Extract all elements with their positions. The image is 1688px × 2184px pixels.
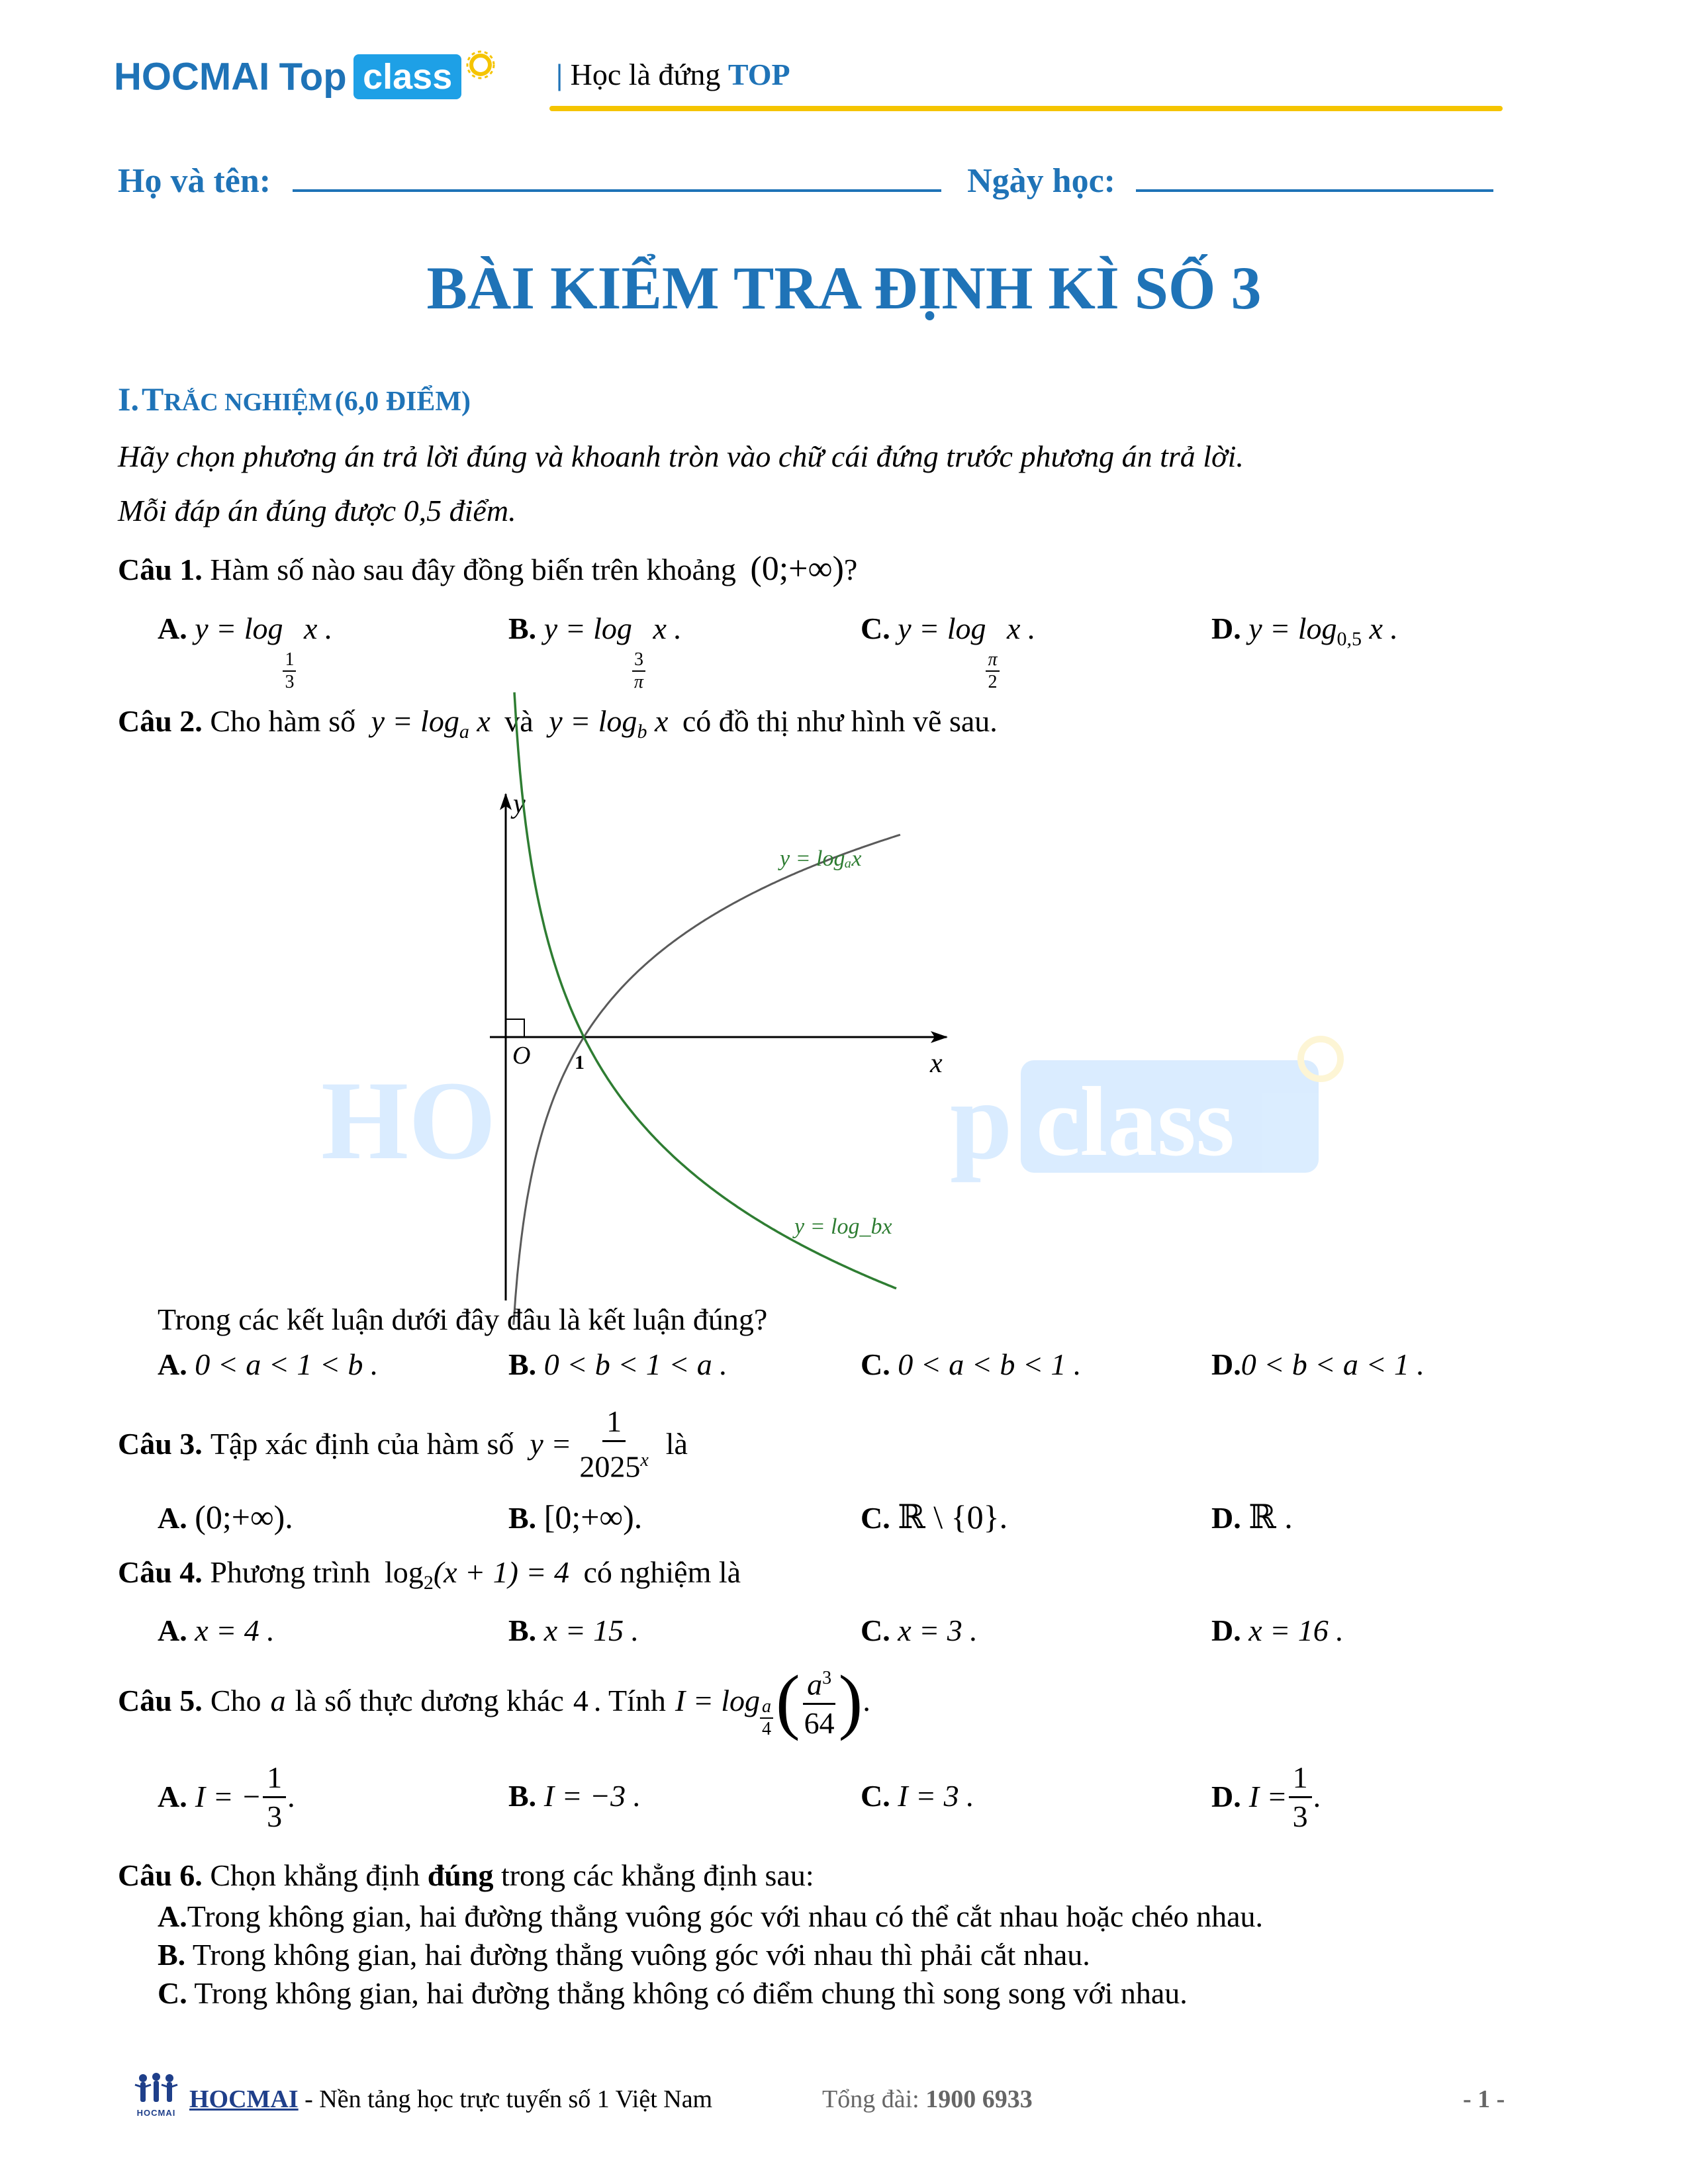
base-num: 1 xyxy=(283,649,296,672)
option-text: 0 < a < 1 < b . xyxy=(195,1347,379,1381)
arg-x: x xyxy=(654,704,669,738)
fraction xyxy=(575,1403,652,1485)
instruction-2: Mỗi đáp án đúng được 0,5 điểm. xyxy=(118,494,516,527)
formula-lhs: y = xyxy=(530,1427,572,1461)
section-title-tail: RẮC NGHIỆM xyxy=(164,388,332,416)
q3-option-c[interactable] xyxy=(861,1497,1008,1538)
brand-top: Top xyxy=(279,55,347,99)
formula-b: y = log xyxy=(549,704,637,738)
question-3 xyxy=(118,1403,688,1485)
fraction-den: 64 xyxy=(804,1706,835,1741)
option-label: B. xyxy=(508,1347,537,1381)
slogan xyxy=(556,57,790,92)
log-base: 0,5 xyxy=(1336,628,1362,651)
section-roman: I. xyxy=(118,381,139,418)
option-formula: y = log xyxy=(195,612,283,645)
paren-open: ( xyxy=(776,1661,800,1741)
question-text-mid: là số thực dương khác xyxy=(295,1684,564,1717)
q2-conclusion: Trong các kết luận dưới đây đâu là kết luận đúng? xyxy=(158,1302,768,1336)
fraction-num: 1 xyxy=(1289,1759,1312,1798)
name-field[interactable] xyxy=(293,158,941,192)
date-label: Ngày học: xyxy=(967,162,1115,200)
sun-icon xyxy=(466,50,495,79)
q4-option-b[interactable] xyxy=(508,1611,639,1651)
base-b: b xyxy=(637,721,647,743)
brand-hocmai: HOCMAI xyxy=(114,55,270,99)
option-label: D. xyxy=(1211,612,1241,645)
option-text: Trong không gian, hai đường thẳng vuông góc với nhau thì phải cắt nhau. xyxy=(192,1938,1090,1972)
question-text: Phương trình xyxy=(210,1555,371,1589)
option-arg: x . xyxy=(303,612,333,645)
origin-marker xyxy=(506,1019,524,1037)
fraction-num xyxy=(803,1660,835,1705)
option-label: C. xyxy=(861,612,890,645)
section-score: (6,0 ĐIỂM) xyxy=(334,387,471,417)
q5-option-d[interactable] xyxy=(1211,1754,1321,1840)
question-5 xyxy=(118,1655,870,1747)
question-text-post: có đồ thị như hình vẽ sau. xyxy=(682,704,998,738)
option-text: x = 4 . xyxy=(195,1614,275,1647)
log-base xyxy=(760,1696,773,1740)
question-mark: ? xyxy=(843,553,858,586)
fraction-num: 1 xyxy=(602,1403,626,1442)
question-label: Câu 6. xyxy=(118,1858,203,1892)
fraction xyxy=(263,1759,286,1835)
section-title-head: T xyxy=(141,381,164,418)
curve-log-b xyxy=(514,692,896,1289)
equation-rest: (x + 1) = 4 xyxy=(433,1555,569,1589)
option-text: I = −3 . xyxy=(543,1779,641,1813)
base-den: 4 xyxy=(762,1719,772,1739)
option-text: [0;+∞). xyxy=(543,1498,643,1535)
option-label: D. xyxy=(1211,1347,1241,1381)
option-formula: y = log xyxy=(1248,612,1337,645)
date-field[interactable] xyxy=(1136,158,1493,192)
base-den: 2 xyxy=(988,672,998,692)
arg-exponent: 3 xyxy=(822,1667,832,1688)
option-text: 0 < b < 1 < a . xyxy=(543,1347,727,1381)
footer-brand-link[interactable]: HOCMAI xyxy=(189,2085,299,2113)
q5-option-c[interactable] xyxy=(861,1776,974,1816)
q3-option-a[interactable] xyxy=(158,1497,293,1538)
q2-option-c[interactable] xyxy=(861,1345,1081,1385)
equation-base: 2 xyxy=(423,1572,434,1594)
option-label: D. xyxy=(1211,1501,1241,1535)
q3-option-b[interactable] xyxy=(508,1497,642,1538)
question-6 xyxy=(118,1856,814,1895)
watermark-right: p xyxy=(950,1058,1013,1183)
origin-label: O xyxy=(512,1042,531,1069)
den-exponent: x xyxy=(640,1449,649,1471)
question-text: Hàm số nào sau đây đồng biến trên khoảng xyxy=(210,553,736,586)
option-text: I = 3 . xyxy=(898,1779,974,1813)
page-number: - 1 - xyxy=(1463,2085,1505,2113)
footer-text xyxy=(189,2085,712,2114)
question-2 xyxy=(118,702,998,752)
option-label: A. xyxy=(158,1501,187,1535)
hocmai-people-icon xyxy=(130,2073,183,2105)
watermark-class: class xyxy=(1036,1067,1235,1177)
question-text: Cho hàm số xyxy=(210,704,356,738)
log-base xyxy=(283,649,296,693)
question-label: Câu 5. xyxy=(118,1684,203,1717)
curve-a-label: y = logₐx xyxy=(780,846,862,871)
q1-option-b[interactable] xyxy=(508,609,682,693)
q1-option-d[interactable] xyxy=(1211,609,1398,659)
question-label: Câu 1. xyxy=(118,553,203,586)
option-label: B. xyxy=(508,612,537,645)
curve-b-label: y = log_bx xyxy=(794,1214,892,1239)
option-label: A. xyxy=(158,612,187,645)
fraction-den xyxy=(575,1442,652,1485)
option-formula: I = − xyxy=(195,1780,262,1813)
end-dot: . xyxy=(1313,1780,1321,1813)
option-label: C. xyxy=(861,1501,890,1535)
question-text-tinh: . Tính xyxy=(593,1684,666,1717)
q1-option-c[interactable] xyxy=(861,609,1035,693)
question-text: Cho xyxy=(210,1684,261,1717)
base-den: π xyxy=(633,672,643,692)
formula-lhs: I = log xyxy=(675,1684,761,1717)
option-formula: y = log xyxy=(898,612,986,645)
q4-option-a[interactable] xyxy=(158,1611,275,1651)
question-text: Chọn khẳng định xyxy=(210,1858,420,1892)
q6-option-c[interactable] xyxy=(158,1974,1188,2013)
option-text: Trong không gian, hai đường thẳng không có điểm chung thì song song với nhau. xyxy=(194,1976,1188,2010)
option-text: 0 < a < b < 1 . xyxy=(898,1347,1082,1381)
fraction-num: 1 xyxy=(263,1759,286,1798)
question-text-bold: đúng xyxy=(427,1858,494,1892)
option-label: A. xyxy=(158,1899,187,1933)
option-label: A. xyxy=(158,1780,187,1813)
question-text: Tập xác định của hàm số xyxy=(210,1427,514,1461)
option-text: ℝ \ {0}. xyxy=(898,1498,1008,1535)
brand-logo xyxy=(114,54,461,107)
q3-option-d[interactable] xyxy=(1211,1497,1293,1538)
watermark-sun-icon xyxy=(1301,1039,1340,1079)
slogan-text: Học là đứng xyxy=(570,58,721,91)
option-label: B. xyxy=(158,1938,186,1972)
option-label: B. xyxy=(508,1614,537,1647)
question-text-post: trong các khẳng định sau: xyxy=(500,1858,814,1892)
interval: (0;+∞) xyxy=(750,550,844,588)
fraction xyxy=(800,1660,839,1742)
base-num: 3 xyxy=(632,649,645,672)
question-label: Câu 4. xyxy=(118,1555,203,1589)
q2-option-b[interactable] xyxy=(508,1345,727,1385)
arg-num: a xyxy=(807,1667,823,1702)
option-text: x = 15 . xyxy=(543,1614,639,1647)
option-label: D. xyxy=(1211,1780,1241,1813)
option-text: x = 3 . xyxy=(898,1614,978,1647)
q6-option-a[interactable] xyxy=(158,1897,1263,1936)
q4-option-d[interactable] xyxy=(1211,1611,1344,1651)
watermark xyxy=(321,1039,1340,1183)
option-label: C. xyxy=(861,1614,890,1647)
header-rule xyxy=(549,106,1503,111)
option-arg: x . xyxy=(1007,612,1036,645)
option-text: (0;+∞). xyxy=(195,1498,293,1535)
option-label: D. xyxy=(1211,1614,1241,1647)
page-title: BÀI KIỂM TRA ĐỊNH KÌ SỐ 3 xyxy=(426,254,1262,322)
arg-x: x xyxy=(477,704,491,738)
option-formula: y = log xyxy=(543,612,632,645)
option-label: C. xyxy=(158,1976,187,2010)
watermark-left: HO xyxy=(321,1058,496,1183)
option-label: A. xyxy=(158,1614,187,1647)
q2-option-a[interactable] xyxy=(158,1345,378,1385)
end-dot: . xyxy=(863,1684,870,1717)
var-a: a xyxy=(270,1684,286,1717)
value-four: 4 xyxy=(573,1684,588,1717)
option-label: B. xyxy=(508,1779,537,1813)
footer-logo-text: HOCMAI xyxy=(136,2108,176,2118)
equation-log: log xyxy=(385,1555,424,1589)
footer-tagline: - Nền tảng học trực tuyến số 1 Việt Nam xyxy=(298,2085,713,2113)
q6-option-b[interactable] xyxy=(158,1935,1090,1975)
question-4 xyxy=(118,1553,741,1603)
log-graph xyxy=(321,768,1390,1297)
option-label: B. xyxy=(508,1501,537,1535)
x-axis-label: x xyxy=(930,1048,943,1079)
log-base xyxy=(632,649,645,693)
slogan-top: TOP xyxy=(727,58,790,91)
option-text: ℝ . xyxy=(1248,1498,1293,1535)
question-text-post: là xyxy=(665,1427,688,1461)
fraction-den: 3 xyxy=(267,1799,283,1833)
hotline-number: 1900 6933 xyxy=(925,2085,1033,2113)
base-a: a xyxy=(459,721,469,743)
base-num: a xyxy=(760,1696,773,1719)
option-arg: x . xyxy=(653,612,682,645)
option-label: C. xyxy=(861,1779,890,1813)
q2-option-d[interactable] xyxy=(1211,1345,1425,1385)
question-label: Câu 3. xyxy=(118,1427,203,1461)
hotline-label: Tổng đài: xyxy=(822,2085,919,2113)
question-text-post: có nghiệm là xyxy=(583,1555,741,1589)
option-arg: x . xyxy=(1369,612,1398,645)
brand-class-badge: class xyxy=(353,54,461,99)
footer-logo xyxy=(130,2073,183,2119)
y-axis-label: y xyxy=(513,789,526,819)
section-heading xyxy=(118,380,471,418)
base-num: π xyxy=(986,649,999,672)
fraction-den: 3 xyxy=(1292,1799,1308,1833)
q1-option-a[interactable] xyxy=(158,609,332,693)
base-den: 3 xyxy=(285,672,295,692)
log-base xyxy=(986,649,999,693)
formula-a: y = log xyxy=(371,704,459,738)
den-base: 2025 xyxy=(579,1449,641,1484)
option-label: A. xyxy=(158,1347,187,1381)
option-label: C. xyxy=(861,1347,890,1381)
option-text: 0 < b < a < 1 . xyxy=(1241,1347,1425,1381)
paren-close: ) xyxy=(838,1661,863,1741)
option-text: x = 16 . xyxy=(1248,1614,1344,1647)
end-dot: . xyxy=(287,1780,295,1813)
name-label: Họ và tên: xyxy=(118,162,271,200)
option-formula: I = xyxy=(1248,1780,1288,1813)
tick-label-one: 1 xyxy=(575,1052,585,1073)
footer-hotline xyxy=(822,2085,1033,2114)
q4-option-c[interactable] xyxy=(861,1611,978,1651)
fraction xyxy=(1289,1759,1312,1835)
question-label: Câu 2. xyxy=(118,704,203,738)
slogan-divider: | xyxy=(556,58,563,91)
conjunction: và xyxy=(504,704,534,738)
curve-log-a xyxy=(514,835,900,1324)
q5-option-b[interactable] xyxy=(508,1776,641,1816)
instruction-1: Hãy chọn phương án trả lời đúng và khoanh tròn vào chữ cái đứng trước phương án trả lời. xyxy=(118,439,1244,473)
q5-option-a[interactable] xyxy=(158,1754,295,1840)
question-1 xyxy=(118,549,857,590)
option-text: Trong không gian, hai đường thẳng vuông góc với nhau có thể cắt nhau hoặc chéo nhau. xyxy=(187,1899,1264,1933)
student-info xyxy=(118,158,1493,201)
